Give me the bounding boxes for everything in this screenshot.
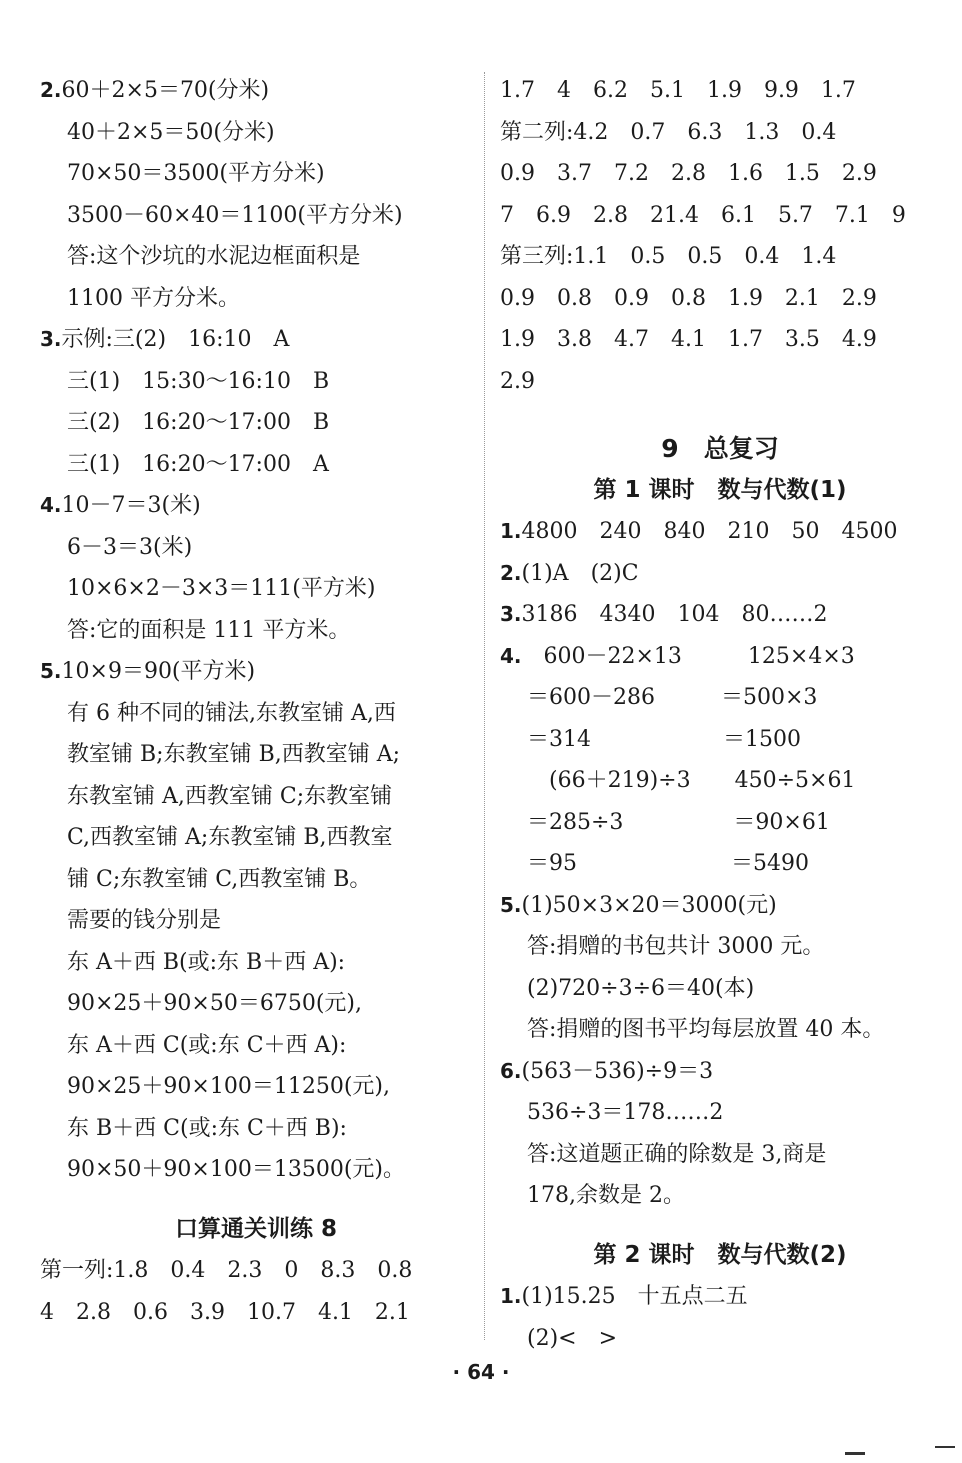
column-divider <box>484 72 485 1340</box>
answer-text: 东 A＋西 B(或:东 B＋西 A): <box>67 949 346 975</box>
answer-text: 6－3＝3(米) <box>67 534 193 560</box>
answer-line: 7 6.9 2.8 21.4 6.1 5.7 7.1 9 <box>500 202 906 228</box>
answer-text: 536÷3＝178……2 <box>527 1100 724 1125</box>
question-number: 5. <box>500 892 522 917</box>
answer-line <box>40 1149 472 1191</box>
answer-text: 90×25＋90×100＝11250(元), <box>67 1074 390 1099</box>
answer-line <box>500 1009 940 1051</box>
answer-line <box>500 719 940 761</box>
answer-text: (2)720÷3÷6＝40(本) <box>527 975 755 1001</box>
answer-line <box>500 1051 940 1093</box>
answer-text: (2)< > <box>527 1325 618 1351</box>
answer-text: 40＋2×5＝50(分米) <box>67 119 275 145</box>
answer-text: 三(1) 16:20～17:00 A <box>67 451 329 477</box>
answer-line <box>40 236 472 278</box>
answer-line <box>40 651 472 693</box>
answer-line <box>40 817 472 859</box>
answer-line <box>40 900 472 942</box>
answer-text: (66＋219)÷3 450÷5×61 <box>527 768 856 793</box>
answer-line <box>500 1175 940 1217</box>
answer-line <box>500 1134 940 1176</box>
answer-text: 1100 平方分米。 <box>67 285 240 311</box>
answer-line: 1.9 3.8 4.7 4.1 1.7 3.5 4.9 <box>500 327 877 352</box>
answer-text: ＝314 ＝1500 <box>527 726 801 752</box>
lesson1-answers <box>500 511 940 1217</box>
answer-line <box>40 1066 472 1108</box>
answer-line <box>40 527 472 569</box>
answer-text: 4800 240 840 210 50 4500 <box>521 519 898 544</box>
answer-text: 铺 C;东教室铺 C,西教室铺 B。 <box>67 866 372 892</box>
answer-text: 东教室铺 A,西教室铺 C;东教室铺 <box>67 783 393 809</box>
answer-line <box>40 153 472 195</box>
answer-line <box>40 444 472 486</box>
answer-line <box>40 1025 472 1067</box>
answer-text: 需要的钱分别是 <box>67 908 222 933</box>
answer-line <box>40 278 472 320</box>
answer-line <box>500 594 940 636</box>
answer-line <box>40 402 472 444</box>
page-number: · 64 · <box>452 1360 510 1384</box>
answer-text: 10×6×2－3×3＝111(平方米) <box>67 576 376 601</box>
right-oral-arithmetic-lines <box>500 70 940 402</box>
answer-line <box>40 942 472 984</box>
answer-line: 0.9 0.8 0.9 0.8 1.9 2.1 2.9 <box>500 285 877 311</box>
answer-line <box>500 677 940 719</box>
answer-line <box>40 195 472 237</box>
answer-line <box>500 511 940 553</box>
question-number: 2. <box>40 78 62 102</box>
answer-text: (1)15.25 十五点二五 <box>521 1284 748 1309</box>
answer-text: 三(2) 16:20～17:00 B <box>67 410 330 435</box>
answer-text: 10×9＝90(平方米) <box>61 659 256 684</box>
answer-line: 2.9 <box>500 368 535 394</box>
answer-text: 答:这道题正确的除数是 3,商是 <box>527 1141 827 1167</box>
lesson2-title: 第 2 课时 数与代数(2) <box>593 1241 847 1268</box>
answer-text: 70×50＝3500(平方分米) <box>67 161 325 186</box>
answer-text: 600－22×13 125×4×3 <box>521 643 855 669</box>
answer-line: 第一列:1.8 0.4 2.3 0 8.3 0.8 <box>40 1258 413 1283</box>
answer-text: 60＋2×5＝70(分米) <box>61 78 270 103</box>
answer-text: 3186 4340 104 80……2 <box>521 602 828 627</box>
answer-text: 答:这个沙坑的水泥边框面积是 <box>67 244 361 269</box>
question-number: 3. <box>500 602 522 626</box>
answer-text: 东 A＋西 C(或:东 C＋西 A): <box>67 1032 347 1058</box>
spacer <box>500 402 940 428</box>
answer-line <box>40 734 472 776</box>
answer-line <box>500 1318 940 1360</box>
answer-line <box>40 610 472 652</box>
answer-line <box>40 319 472 361</box>
answer-line <box>40 983 472 1025</box>
answer-line <box>500 802 940 844</box>
answer-text: 3500－60×40＝1100(平方分米) <box>67 202 403 228</box>
answer-line: 0.9 3.7 7.2 2.8 1.6 1.5 2.9 <box>500 161 877 186</box>
answer-text: 东 B＋西 C(或:东 C＋西 B): <box>67 1115 347 1141</box>
answer-line <box>40 70 472 112</box>
chapter-title: 9 总复习 <box>661 434 779 463</box>
answer-text: C,西教室铺 A;东教室铺 B,西教室 <box>67 825 393 850</box>
answer-text: (563－536)÷9＝3 <box>521 1058 714 1084</box>
answer-text: 10－7＝3(米) <box>61 493 201 518</box>
right-column <box>500 70 940 1359</box>
question-number: 2. <box>500 560 522 585</box>
answer-text: 答:它的面积是 111 平方米。 <box>67 617 351 643</box>
answer-line <box>500 636 940 678</box>
scan-mark <box>935 1446 955 1448</box>
answer-line <box>40 776 472 818</box>
answer-line <box>40 1108 472 1150</box>
answer-line <box>500 553 940 595</box>
answer-text: 有 6 种不同的铺法,东教室铺 A,西 <box>67 700 396 726</box>
answer-line <box>40 485 472 527</box>
answer-line: 1.7 4 6.2 5.1 1.9 9.9 1.7 <box>500 78 856 103</box>
question-number: 4. <box>500 643 522 668</box>
answer-line <box>40 112 472 154</box>
answer-text: 三(1) 15:30～16:10 B <box>67 368 330 394</box>
left-oral-arithmetic-lines <box>40 1250 472 1333</box>
answer-line: 第二列:4.2 0.7 6.3 1.3 0.4 <box>500 119 837 145</box>
answer-text: (1)A (2)C <box>521 560 639 586</box>
left-column <box>40 70 472 1333</box>
answer-text: ＝95 ＝5490 <box>527 851 809 876</box>
lesson1-title: 第 1 课时 数与代数(1) <box>593 476 847 503</box>
answer-text: 示例:三(2) 16:10 A <box>61 327 290 352</box>
answer-line <box>40 693 472 735</box>
question-number: 3. <box>40 327 62 351</box>
spacer <box>500 1217 940 1235</box>
answer-line <box>500 968 940 1010</box>
scan-mark <box>845 1452 865 1455</box>
answer-text: 90×25＋90×50＝6750(元), <box>67 991 362 1016</box>
spacer <box>40 1191 472 1209</box>
question-number: 6. <box>500 1058 522 1083</box>
answer-line <box>500 1092 940 1134</box>
question-number: 4. <box>40 493 62 517</box>
answer-text: 答:捐赠的图书平均每层放置 40 本。 <box>527 1017 885 1042</box>
lesson2-answers <box>500 1276 940 1359</box>
answer-line <box>500 926 940 968</box>
answer-line <box>500 1276 940 1318</box>
answer-text: (1)50×3×20＝3000(元) <box>521 892 777 918</box>
answer-text: ＝285÷3 ＝90×61 <box>527 809 830 835</box>
left-section-heading: 口算通关训练 8 <box>174 1215 337 1242</box>
answer-line <box>500 760 940 802</box>
left-answer-lines <box>40 70 472 1191</box>
question-number: 5. <box>40 659 62 683</box>
answer-line: 第三列:1.1 0.5 0.5 0.4 1.4 <box>500 244 837 269</box>
answer-line <box>40 859 472 901</box>
answer-line <box>40 361 472 403</box>
answer-line: 4 2.8 0.6 3.9 10.7 4.1 2.1 <box>40 1299 410 1325</box>
answer-text: ＝600－286 ＝500×3 <box>527 685 818 710</box>
answer-text: 答:捐赠的书包共计 3000 元。 <box>527 934 825 959</box>
answer-line <box>500 843 940 885</box>
answer-text: 90×50＋90×100＝13500(元)。 <box>67 1157 405 1182</box>
question-number: 1. <box>500 519 522 543</box>
answer-line <box>500 885 940 927</box>
answer-text: 178,余数是 2。 <box>527 1183 685 1208</box>
answer-line <box>40 568 472 610</box>
answer-text: 教室铺 B;东教室铺 B,西教室铺 A; <box>67 742 401 767</box>
question-number: 1. <box>500 1284 522 1308</box>
